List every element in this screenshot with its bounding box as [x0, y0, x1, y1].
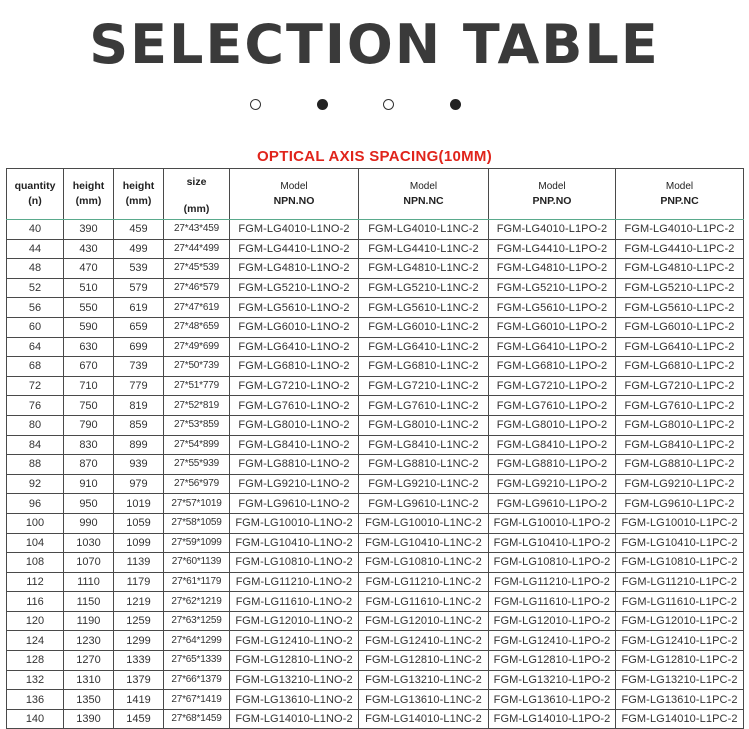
- cell-height-total: 939: [114, 455, 164, 475]
- cell-model-pnp-nc: FGM-LG11610-L1PC-2: [616, 592, 744, 612]
- col-header-npn-no: [230, 169, 359, 220]
- cell-height-total: 1459: [114, 709, 164, 729]
- table-row: [7, 337, 744, 357]
- table-row: [7, 572, 744, 592]
- cell-quantity: 56: [7, 298, 64, 318]
- cell-height: 590: [64, 317, 114, 337]
- cell-model-pnp-no: FGM-LG12010-L1PO-2: [489, 611, 616, 631]
- cell-model-pnp-no: FGM-LG11210-L1PO-2: [489, 572, 616, 592]
- cell-height: 990: [64, 513, 114, 533]
- cell-quantity: 88: [7, 455, 64, 475]
- table-subtitle: OPTICAL AXIS SPACING(10MM): [256, 148, 493, 165]
- cell-model-npn-no: FGM-LG4810-L1NO-2: [230, 259, 359, 279]
- cell-quantity: 124: [7, 631, 64, 651]
- cell-model-npn-no: FGM-LG12410-L1NO-2: [230, 631, 359, 651]
- col-header-label: height: [122, 180, 155, 192]
- cell-quantity: 84: [7, 435, 64, 455]
- cell-quantity: 68: [7, 357, 64, 377]
- cell-quantity: 108: [7, 553, 64, 573]
- cell-quantity: 100: [7, 513, 64, 533]
- cell-model-npn-no: FGM-LG6410-L1NO-2: [230, 337, 359, 357]
- cell-model-npn-no: FGM-LG5610-L1NO-2: [230, 298, 359, 318]
- cell-height-total: 539: [114, 259, 164, 279]
- cell-model-npn-nc: FGM-LG5610-L1NC-2: [359, 298, 489, 318]
- cell-size: 27*43*459: [164, 220, 230, 240]
- cell-model-pnp-no: FGM-LG8810-L1PO-2: [489, 455, 616, 475]
- cell-model-pnp-nc: FGM-LG8810-L1PC-2: [616, 455, 744, 475]
- cell-height: 1030: [64, 533, 114, 553]
- cell-model-pnp-nc: FGM-LG4410-L1PC-2: [616, 239, 744, 259]
- cell-height: 1110: [64, 572, 114, 592]
- cell-model-npn-no: FGM-LG11210-L1NO-2: [230, 572, 359, 592]
- cell-model-npn-nc: FGM-LG8810-L1NC-2: [359, 455, 489, 475]
- col-header-unit: (n): [28, 195, 42, 207]
- page-title: SELECTION TABLE: [89, 13, 660, 76]
- cell-model-npn-no: FGM-LG13610-L1NO-2: [230, 690, 359, 710]
- cell-model-npn-nc: FGM-LG6810-L1NC-2: [359, 357, 489, 377]
- cell-model-npn-nc: FGM-LG6010-L1NC-2: [359, 317, 489, 337]
- cell-model-pnp-no: FGM-LG6410-L1PO-2: [489, 337, 616, 357]
- cell-height: 1390: [64, 709, 114, 729]
- col-header-label: Model: [538, 181, 566, 192]
- col-header-unit: (mm): [75, 195, 102, 207]
- cell-model-npn-nc: FGM-LG6410-L1NC-2: [359, 337, 489, 357]
- cell-model-npn-no: FGM-LG10410-L1NO-2: [230, 533, 359, 553]
- cell-model-pnp-nc: FGM-LG11210-L1PC-2: [616, 572, 744, 592]
- cell-model-pnp-no: FGM-LG6810-L1PO-2: [489, 357, 616, 377]
- col-header-label: size: [186, 176, 207, 188]
- cell-model-pnp-nc: FGM-LG7610-L1PC-2: [616, 396, 744, 416]
- cell-model-npn-nc: FGM-LG7210-L1NC-2: [359, 376, 489, 396]
- table-row: [7, 220, 744, 240]
- cell-model-pnp-nc: FGM-LG9210-L1PC-2: [616, 474, 744, 494]
- cell-quantity: 40: [7, 220, 64, 240]
- col-header-label: Model: [280, 181, 308, 192]
- cell-quantity: 112: [7, 572, 64, 592]
- cell-model-npn-no: FGM-LG10810-L1NO-2: [230, 553, 359, 573]
- cell-model-pnp-no: FGM-LG6010-L1PO-2: [489, 317, 616, 337]
- cell-model-npn-no: FGM-LG7610-L1NO-2: [230, 396, 359, 416]
- cell-model-npn-nc: FGM-LG7610-L1NC-2: [359, 396, 489, 416]
- cell-model-pnp-no: FGM-LG13210-L1PO-2: [489, 670, 616, 690]
- dot-indicator-2[interactable]: [317, 99, 328, 110]
- table-row: [7, 553, 744, 573]
- cell-model-pnp-nc: FGM-LG12810-L1PC-2: [616, 651, 744, 671]
- col-header-height-total: [114, 169, 164, 220]
- col-header-quantity: [7, 169, 64, 220]
- cell-model-pnp-no: FGM-LG4410-L1PO-2: [489, 239, 616, 259]
- cell-model-npn-nc: FGM-LG14010-L1NC-2: [359, 709, 489, 729]
- cell-size: 27*50*739: [164, 357, 230, 377]
- col-header-unit: (mm): [183, 203, 210, 215]
- cell-model-pnp-nc: FGM-LG4810-L1PC-2: [616, 259, 744, 279]
- table-row: [7, 709, 744, 729]
- cell-quantity: 132: [7, 670, 64, 690]
- col-header-type: PNP.NC: [660, 195, 699, 207]
- cell-quantity: 76: [7, 396, 64, 416]
- cell-height: 830: [64, 435, 114, 455]
- cell-size: 27*57*1019: [164, 494, 230, 514]
- cell-quantity: 44: [7, 239, 64, 259]
- cell-quantity: 80: [7, 415, 64, 435]
- cell-height-total: 1139: [114, 553, 164, 573]
- cell-size: 27*65*1339: [164, 651, 230, 671]
- cell-height-total: 699: [114, 337, 164, 357]
- cell-model-npn-nc: FGM-LG4410-L1NC-2: [359, 239, 489, 259]
- cell-size: 27*62*1219: [164, 592, 230, 612]
- cell-height: 750: [64, 396, 114, 416]
- cell-model-npn-no: FGM-LG5210-L1NO-2: [230, 278, 359, 298]
- col-header-label: Model: [409, 181, 438, 192]
- cell-model-npn-no: FGM-LG8810-L1NO-2: [230, 455, 359, 475]
- cell-size: 27*49*699: [164, 337, 230, 357]
- cell-height: 670: [64, 357, 114, 377]
- col-header-pnp-nc: [616, 169, 744, 220]
- cell-model-pnp-nc: FGM-LG10010-L1PC-2: [616, 513, 744, 533]
- cell-model-pnp-no: FGM-LG8410-L1PO-2: [489, 435, 616, 455]
- cell-height: 470: [64, 259, 114, 279]
- cell-height: 390: [64, 220, 114, 240]
- cell-height: 1270: [64, 651, 114, 671]
- table-row: [7, 631, 744, 651]
- cell-height-total: 819: [114, 396, 164, 416]
- cell-model-npn-no: FGM-LG7210-L1NO-2: [230, 376, 359, 396]
- cell-model-npn-no: FGM-LG4410-L1NO-2: [230, 239, 359, 259]
- cell-size: 27*64*1299: [164, 631, 230, 651]
- cell-size: 27*61*1179: [164, 572, 230, 592]
- cell-model-npn-nc: FGM-LG11610-L1NC-2: [359, 592, 489, 612]
- col-header-label: Model: [665, 181, 694, 192]
- cell-model-npn-no: FGM-LG11610-L1NO-2: [230, 592, 359, 612]
- cell-size: 27*68*1459: [164, 709, 230, 729]
- table-row: [7, 611, 744, 631]
- table-row: [7, 298, 744, 318]
- cell-model-npn-nc: FGM-LG11210-L1NC-2: [359, 572, 489, 592]
- cell-height: 1230: [64, 631, 114, 651]
- cell-height-total: 1099: [114, 533, 164, 553]
- cell-model-npn-nc: FGM-LG5210-L1NC-2: [359, 278, 489, 298]
- cell-model-pnp-nc: FGM-LG7210-L1PC-2: [616, 376, 744, 396]
- table-row: [7, 396, 744, 416]
- col-header-type: NPN.NC: [403, 195, 444, 207]
- cell-height-total: 1019: [114, 494, 164, 514]
- cell-model-pnp-no: FGM-LG7210-L1PO-2: [489, 376, 616, 396]
- cell-size: 27*54*899: [164, 435, 230, 455]
- cell-quantity: 64: [7, 337, 64, 357]
- cell-size: 27*58*1059: [164, 513, 230, 533]
- cell-quantity: 136: [7, 690, 64, 710]
- cell-model-npn-no: FGM-LG9210-L1NO-2: [230, 474, 359, 494]
- cell-height-total: 1299: [114, 631, 164, 651]
- cell-height-total: 899: [114, 435, 164, 455]
- carousel-dots: [0, 99, 749, 113]
- cell-model-npn-nc: FGM-LG12010-L1NC-2: [359, 611, 489, 631]
- cell-model-npn-no: FGM-LG9610-L1NO-2: [230, 494, 359, 514]
- cell-quantity: 140: [7, 709, 64, 729]
- cell-model-pnp-nc: FGM-LG5610-L1PC-2: [616, 298, 744, 318]
- cell-height: 1310: [64, 670, 114, 690]
- selection-table: [6, 168, 744, 729]
- dot-indicator-1[interactable]: [250, 99, 261, 110]
- cell-model-npn-nc: FGM-LG4010-L1NC-2: [359, 220, 489, 240]
- cell-model-npn-nc: FGM-LG4810-L1NC-2: [359, 259, 489, 279]
- cell-model-pnp-no: FGM-LG13610-L1PO-2: [489, 690, 616, 710]
- cell-height: 910: [64, 474, 114, 494]
- cell-model-pnp-nc: FGM-LG8010-L1PC-2: [616, 415, 744, 435]
- table-row: [7, 690, 744, 710]
- cell-height-total: 1379: [114, 670, 164, 690]
- cell-model-pnp-no: FGM-LG12410-L1PO-2: [489, 631, 616, 651]
- cell-model-npn-no: FGM-LG14010-L1NO-2: [230, 709, 359, 729]
- table-row: [7, 376, 744, 396]
- cell-model-pnp-no: FGM-LG10010-L1PO-2: [489, 513, 616, 533]
- cell-quantity: 72: [7, 376, 64, 396]
- cell-height: 550: [64, 298, 114, 318]
- cell-height-total: 779: [114, 376, 164, 396]
- cell-model-pnp-no: FGM-LG9210-L1PO-2: [489, 474, 616, 494]
- cell-model-npn-nc: FGM-LG10810-L1NC-2: [359, 553, 489, 573]
- dot-indicator-3[interactable]: [383, 99, 394, 110]
- cell-model-npn-nc: FGM-LG12410-L1NC-2: [359, 631, 489, 651]
- cell-model-npn-no: FGM-LG6010-L1NO-2: [230, 317, 359, 337]
- cell-model-npn-no: FGM-LG8410-L1NO-2: [230, 435, 359, 455]
- col-header-height: [64, 169, 114, 220]
- cell-quantity: 52: [7, 278, 64, 298]
- cell-size: 27*51*779: [164, 376, 230, 396]
- cell-height-total: 1339: [114, 651, 164, 671]
- cell-height-total: 659: [114, 317, 164, 337]
- cell-size: 27*53*859: [164, 415, 230, 435]
- table-row: [7, 239, 744, 259]
- col-header-npn-nc: [359, 169, 489, 220]
- cell-size: 27*59*1099: [164, 533, 230, 553]
- cell-height-total: 1259: [114, 611, 164, 631]
- cell-model-pnp-nc: FGM-LG8410-L1PC-2: [616, 435, 744, 455]
- col-header-type: PNP.NO: [532, 195, 572, 207]
- cell-size: 27*55*939: [164, 455, 230, 475]
- cell-size: 27*56*979: [164, 474, 230, 494]
- cell-height-total: 859: [114, 415, 164, 435]
- cell-model-pnp-no: FGM-LG14010-L1PO-2: [489, 709, 616, 729]
- table-row: [7, 317, 744, 337]
- cell-model-pnp-nc: FGM-LG6410-L1PC-2: [616, 337, 744, 357]
- cell-height: 710: [64, 376, 114, 396]
- col-header-size: [164, 169, 230, 220]
- table-row: [7, 592, 744, 612]
- cell-model-pnp-no: FGM-LG4010-L1PO-2: [489, 220, 616, 240]
- cell-model-npn-no: FGM-LG13210-L1NO-2: [230, 670, 359, 690]
- cell-model-pnp-nc: FGM-LG12410-L1PC-2: [616, 631, 744, 651]
- cell-height-total: 1219: [114, 592, 164, 612]
- cell-height-total: 459: [114, 220, 164, 240]
- cell-quantity: 92: [7, 474, 64, 494]
- col-header-pnp-no: [489, 169, 616, 220]
- cell-height: 790: [64, 415, 114, 435]
- table-row: [7, 670, 744, 690]
- cell-height-total: 739: [114, 357, 164, 377]
- cell-model-pnp-no: FGM-LG8010-L1PO-2: [489, 415, 616, 435]
- col-header-label: height: [72, 180, 105, 192]
- table-header-row: [7, 169, 744, 220]
- cell-model-pnp-nc: FGM-LG12010-L1PC-2: [616, 611, 744, 631]
- cell-quantity: 104: [7, 533, 64, 553]
- table-row: [7, 494, 744, 514]
- cell-size: 27*67*1419: [164, 690, 230, 710]
- table-row: [7, 474, 744, 494]
- cell-model-pnp-nc: FGM-LG6010-L1PC-2: [616, 317, 744, 337]
- cell-model-npn-nc: FGM-LG13210-L1NC-2: [359, 670, 489, 690]
- cell-model-pnp-no: FGM-LG12810-L1PO-2: [489, 651, 616, 671]
- cell-height-total: 1179: [114, 572, 164, 592]
- table-row: [7, 513, 744, 533]
- cell-model-npn-nc: FGM-LG13610-L1NC-2: [359, 690, 489, 710]
- cell-quantity: 128: [7, 651, 64, 671]
- cell-quantity: 96: [7, 494, 64, 514]
- cell-model-pnp-nc: FGM-LG6810-L1PC-2: [616, 357, 744, 377]
- cell-height: 1350: [64, 690, 114, 710]
- cell-size: 27*46*579: [164, 278, 230, 298]
- cell-model-pnp-no: FGM-LG7610-L1PO-2: [489, 396, 616, 416]
- cell-model-pnp-nc: FGM-LG9610-L1PC-2: [616, 494, 744, 514]
- cell-model-npn-nc: FGM-LG10010-L1NC-2: [359, 513, 489, 533]
- cell-height-total: 1059: [114, 513, 164, 533]
- cell-model-npn-nc: FGM-LG9610-L1NC-2: [359, 494, 489, 514]
- cell-model-pnp-no: FGM-LG9610-L1PO-2: [489, 494, 616, 514]
- table-row: [7, 259, 744, 279]
- cell-model-pnp-nc: FGM-LG5210-L1PC-2: [616, 278, 744, 298]
- cell-model-pnp-nc: FGM-LG4010-L1PC-2: [616, 220, 744, 240]
- cell-model-pnp-no: FGM-LG5610-L1PO-2: [489, 298, 616, 318]
- table-row: [7, 455, 744, 475]
- table-row: [7, 278, 744, 298]
- cell-quantity: 60: [7, 317, 64, 337]
- table-row: [7, 435, 744, 455]
- cell-size: 27*44*499: [164, 239, 230, 259]
- cell-height: 950: [64, 494, 114, 514]
- cell-model-pnp-no: FGM-LG10410-L1PO-2: [489, 533, 616, 553]
- cell-quantity: 48: [7, 259, 64, 279]
- cell-model-pnp-no: FGM-LG5210-L1PO-2: [489, 278, 616, 298]
- cell-size: 27*66*1379: [164, 670, 230, 690]
- cell-model-npn-nc: FGM-LG9210-L1NC-2: [359, 474, 489, 494]
- cell-model-npn-no: FGM-LG12010-L1NO-2: [230, 611, 359, 631]
- table-row: [7, 651, 744, 671]
- cell-model-pnp-no: FGM-LG4810-L1PO-2: [489, 259, 616, 279]
- cell-size: 27*45*539: [164, 259, 230, 279]
- cell-height-total: 619: [114, 298, 164, 318]
- cell-size: 27*47*619: [164, 298, 230, 318]
- dot-indicator-4[interactable]: [450, 99, 461, 110]
- cell-height-total: 979: [114, 474, 164, 494]
- cell-model-npn-no: FGM-LG4010-L1NO-2: [230, 220, 359, 240]
- col-header-type: NPN.NO: [273, 195, 315, 207]
- cell-size: 27*63*1259: [164, 611, 230, 631]
- cell-height: 1190: [64, 611, 114, 631]
- cell-model-npn-no: FGM-LG10010-L1NO-2: [230, 513, 359, 533]
- cell-model-pnp-nc: FGM-LG14010-L1PC-2: [616, 709, 744, 729]
- cell-model-pnp-nc: FGM-LG13210-L1PC-2: [616, 670, 744, 690]
- cell-quantity: 120: [7, 611, 64, 631]
- table-row: [7, 533, 744, 553]
- table-body: [7, 220, 744, 729]
- table-row: [7, 357, 744, 377]
- cell-size: 27*60*1139: [164, 553, 230, 573]
- cell-height: 870: [64, 455, 114, 475]
- table-row: [7, 415, 744, 435]
- cell-height: 630: [64, 337, 114, 357]
- cell-model-npn-no: FGM-LG6810-L1NO-2: [230, 357, 359, 377]
- cell-height: 510: [64, 278, 114, 298]
- cell-model-npn-no: FGM-LG8010-L1NO-2: [230, 415, 359, 435]
- cell-height: 430: [64, 239, 114, 259]
- cell-model-pnp-nc: FGM-LG10810-L1PC-2: [616, 553, 744, 573]
- cell-size: 27*48*659: [164, 317, 230, 337]
- cell-size: 27*52*819: [164, 396, 230, 416]
- col-header-unit: (mm): [125, 195, 152, 207]
- cell-height-total: 499: [114, 239, 164, 259]
- cell-height-total: 1419: [114, 690, 164, 710]
- cell-model-pnp-no: FGM-LG11610-L1PO-2: [489, 592, 616, 612]
- cell-model-pnp-nc: FGM-LG10410-L1PC-2: [616, 533, 744, 553]
- cell-model-pnp-nc: FGM-LG13610-L1PC-2: [616, 690, 744, 710]
- cell-model-pnp-no: FGM-LG10810-L1PO-2: [489, 553, 616, 573]
- cell-height-total: 579: [114, 278, 164, 298]
- cell-model-npn-nc: FGM-LG8410-L1NC-2: [359, 435, 489, 455]
- cell-model-npn-nc: FGM-LG10410-L1NC-2: [359, 533, 489, 553]
- cell-model-npn-nc: FGM-LG8010-L1NC-2: [359, 415, 489, 435]
- cell-height: 1070: [64, 553, 114, 573]
- cell-height: 1150: [64, 592, 114, 612]
- cell-quantity: 116: [7, 592, 64, 612]
- cell-model-npn-nc: FGM-LG12810-L1NC-2: [359, 651, 489, 671]
- cell-model-npn-no: FGM-LG12810-L1NO-2: [230, 651, 359, 671]
- col-header-label: quantity: [14, 180, 56, 192]
